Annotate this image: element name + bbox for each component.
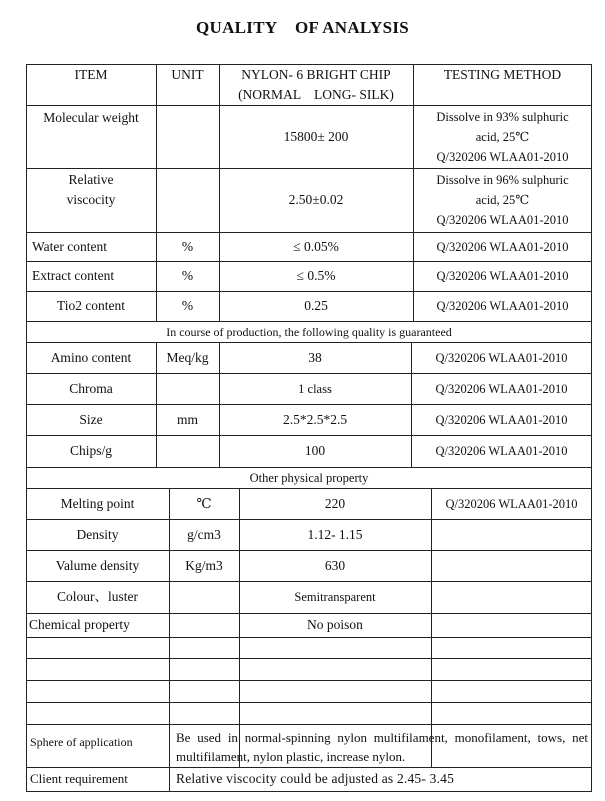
method-cell: Q/320206 WLAA01-2010 [435, 444, 568, 458]
value-cell: 1 class [298, 381, 332, 396]
product-line-1: NYLON- 6 BRIGHT CHIP [241, 66, 391, 82]
value-cell: 630 [324, 557, 346, 573]
item-line: viscocity [66, 192, 116, 207]
value-cell: 1.12- 1.15 [307, 526, 363, 542]
method-cell: Q/320206 WLAA01-2010 [436, 239, 569, 254]
method-line: Dissolve in 93% sulphuric [436, 109, 569, 124]
col-header-product [219, 64, 413, 105]
value-cell: ≤ 0.5% [296, 268, 336, 283]
col-header-item: ITEM [74, 67, 108, 82]
method-line: acid, 25℃ [475, 193, 530, 207]
method-cell: Q/320206 WLAA01-2010 [436, 299, 569, 313]
col-header-unit: UNIT [171, 67, 204, 82]
item-line: Relative [68, 172, 114, 187]
method-line: Q/320206 WLAA01-2010 [436, 149, 569, 164]
client-label: Client requirement [30, 771, 128, 786]
section-heading-production: In course of production, the following quality is guaranteed [166, 324, 452, 339]
method-cell: Q/320206 WLAA01-2010 [445, 496, 578, 511]
method-cell [431, 613, 592, 637]
value-cell: Semitransparent [294, 590, 376, 604]
value-cell: 2.50±0.02 [288, 192, 344, 207]
method-cell [413, 105, 592, 168]
unit-cell: Meq/kg [166, 349, 209, 365]
document-title: QUALITY OF ANALYSIS [195, 18, 409, 37]
client-text: Relative viscocity could be adjusted as 2.45- 3.45 [176, 771, 455, 786]
item-cell [26, 168, 156, 212]
item-cell: Size [79, 411, 103, 427]
item-cell: Water content [32, 238, 108, 254]
value-cell: 0.25 [304, 298, 328, 313]
item-cell: Tio2 content [56, 298, 126, 313]
value-cell: 100 [304, 443, 326, 458]
item-cell: Chips/g [69, 443, 112, 458]
value-cell: 2.5*2.5*2.5 [282, 411, 348, 427]
item-cell: Valume density [55, 557, 140, 573]
col-header-method: TESTING METHOD [443, 67, 562, 82]
value-cell: 220 [324, 495, 346, 511]
method-cell: Q/320206 WLAA01-2010 [435, 412, 568, 427]
product-line-2: (NORMAL LONG- SILK) [238, 86, 394, 102]
quality-analysis-table [26, 64, 592, 792]
unit-cell: mm [176, 411, 198, 427]
method-line: Dissolve in 96% sulphuric [436, 173, 569, 187]
unit-cell [169, 581, 239, 613]
method-cell [431, 581, 592, 613]
section-heading-physical: Other physical property [249, 470, 369, 485]
item-cell: Extract content [32, 268, 115, 283]
item-cell: Chroma [69, 380, 113, 396]
item-cell: Chemical property [29, 617, 130, 632]
method-cell [431, 519, 592, 550]
method-cell: Q/320206 WLAA01-2010 [435, 381, 568, 396]
unit-cell: ℃ [196, 495, 212, 511]
item-cell: Colour、luster [57, 589, 138, 604]
method-cell: Q/320206 WLAA01-2010 [435, 350, 568, 365]
unit-cell: g/cm3 [187, 526, 221, 542]
method-line: acid, 25℃ [475, 129, 530, 144]
item-cell: Density [76, 526, 119, 542]
method-line: Q/320206 WLAA01-2010 [436, 213, 569, 227]
value-cell: ≤ 0.05% [293, 238, 339, 254]
item-cell: Amino content [50, 349, 132, 365]
unit-cell: % [181, 298, 194, 313]
unit-cell: Kg/m3 [185, 557, 223, 573]
unit-cell: % [181, 268, 194, 283]
unit-cell [169, 613, 239, 637]
method-cell [413, 168, 592, 232]
value-cell: 15800± 200 [283, 128, 349, 144]
item-cell: Melting point [60, 495, 135, 511]
value-cell: No poison [307, 617, 363, 632]
unit-cell [156, 373, 219, 404]
method-cell: Q/320206 WLAA01-2010 [436, 269, 569, 283]
unit-cell: % [181, 238, 194, 254]
unit-cell [156, 435, 219, 467]
method-cell [431, 550, 592, 581]
sphere-text: Be used in normal-spinning nylon multifilament, monofilament, tows, net multifilament, nylon plastic, increase nylon. [176, 730, 588, 764]
value-cell: 38 [308, 349, 322, 365]
sphere-label: Sphere of application [30, 735, 133, 749]
item-cell: Molecular weight [43, 110, 139, 125]
